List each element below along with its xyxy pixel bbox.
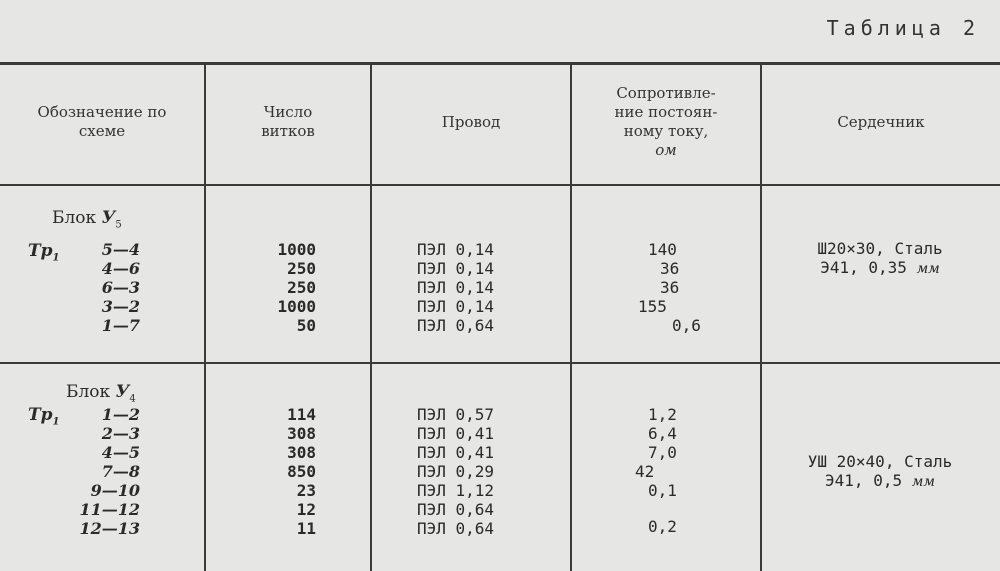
turns-value: 23 [296, 481, 316, 500]
core-unit: мм [911, 474, 935, 490]
winding-pins: 11—12 [79, 500, 140, 519]
block-index: 5 [115, 219, 122, 231]
resistance-value: 36 [660, 259, 680, 278]
resistance-value: 7,0 [648, 443, 677, 462]
turns-value: 11 [296, 519, 316, 538]
header-resistance-unit: ом [655, 141, 677, 159]
block-title-u5 [52, 208, 122, 230]
table-row [0, 316, 1000, 336]
wire-value: ПЭЛ 0,64 [417, 500, 495, 519]
table-title: Таблица 2 [826, 16, 980, 40]
resistance-value: 42 [635, 462, 655, 481]
header-wire: Провод [441, 112, 501, 131]
wire-value: ПЭЛ 1,12 [417, 481, 495, 500]
block-letter: У [115, 382, 130, 402]
winding-pins: 9—10 [90, 481, 140, 500]
table-row [0, 481, 1000, 501]
core-line1: Ш20×30, Сталь [817, 239, 943, 258]
wire-value: ПЭЛ 0,57 [417, 405, 495, 424]
table-row [0, 259, 1000, 279]
winding-pins: 1—7 [101, 316, 140, 335]
winding-pins: 1—2 [101, 405, 140, 424]
transformer-label: Тр [28, 241, 53, 261]
winding-pins: 4—5 [101, 443, 140, 462]
merged-resistance: 0,2 [648, 517, 677, 536]
winding-pins: 2—3 [101, 424, 140, 443]
winding-pins: 5—4 [101, 240, 140, 259]
resistance-value: 1,2 [648, 405, 677, 424]
header-turns: Число витков [261, 103, 315, 140]
wire-value: ПЭЛ 0,29 [417, 462, 495, 481]
turns-value: 308 [287, 424, 316, 443]
winding-pins: 4—6 [101, 259, 140, 278]
resistance-value: 6,4 [648, 424, 677, 443]
turns-value: 50 [296, 316, 316, 335]
block-name: Блок [52, 208, 97, 228]
block-name: Блок [66, 382, 111, 402]
turns-value: 1000 [277, 240, 316, 259]
block-letter: У [101, 208, 116, 228]
core-line2: Э41, 0,35 [820, 258, 907, 277]
turns-value: 850 [287, 462, 316, 481]
table-row [0, 443, 1000, 463]
table-row [0, 297, 1000, 317]
header-rule [0, 184, 1000, 186]
block-title-u4 [66, 382, 136, 404]
wire-value: ПЭЛ 0,64 [417, 519, 495, 538]
block-separator-rule [0, 362, 1000, 364]
turns-value: 12 [296, 500, 316, 519]
winding-pins: 6—3 [101, 278, 140, 297]
header-resistance-cell [572, 62, 760, 182]
turns-value: 1000 [277, 297, 316, 316]
wire-value: ПЭЛ 0,14 [417, 297, 495, 316]
turns-value: 250 [287, 278, 316, 297]
table-row [0, 240, 1000, 260]
core-line2: Э41, 0,5 [825, 471, 903, 490]
winding-pins: 12—13 [79, 519, 140, 538]
core-line1: УШ 20×40, Сталь [807, 452, 953, 471]
winding-pins: 3—2 [101, 297, 140, 316]
table-row [0, 405, 1000, 428]
table-row [0, 462, 1000, 482]
wire-value: ПЭЛ 0,41 [417, 424, 495, 443]
merged-resistance-row [0, 517, 1000, 537]
resistance-value: 140 [648, 240, 677, 259]
block-index: 4 [129, 393, 136, 405]
resistance-value: 155 [638, 297, 667, 316]
header-core: Сердечник [837, 112, 925, 131]
resistance-value: 0,1 [648, 481, 677, 500]
wire-value: ПЭЛ 0,14 [417, 278, 495, 297]
table-row [0, 278, 1000, 298]
transformer-index: 1 [52, 416, 60, 428]
transformer-label: Тр [28, 405, 53, 425]
table-row [0, 424, 1000, 444]
turns-value: 114 [287, 405, 316, 424]
transformer-index: 1 [52, 252, 60, 264]
resistance-value: 0,6 [672, 316, 701, 335]
header-resistance: Сопротивле- ние постоян- ному току, [614, 84, 718, 140]
core-unit: мм [916, 261, 940, 277]
turns-value: 308 [287, 443, 316, 462]
wire-value: ПЭЛ 0,14 [417, 259, 495, 278]
wire-value: ПЭЛ 0,14 [417, 240, 495, 259]
header-designation: Обозначение по схеме [37, 103, 167, 140]
turns-value: 250 [287, 259, 316, 278]
winding-pins: 7—8 [101, 462, 140, 481]
resistance-value: 36 [660, 278, 680, 297]
wire-value: ПЭЛ 0,64 [417, 316, 495, 335]
wire-value: ПЭЛ 0,41 [417, 443, 495, 462]
